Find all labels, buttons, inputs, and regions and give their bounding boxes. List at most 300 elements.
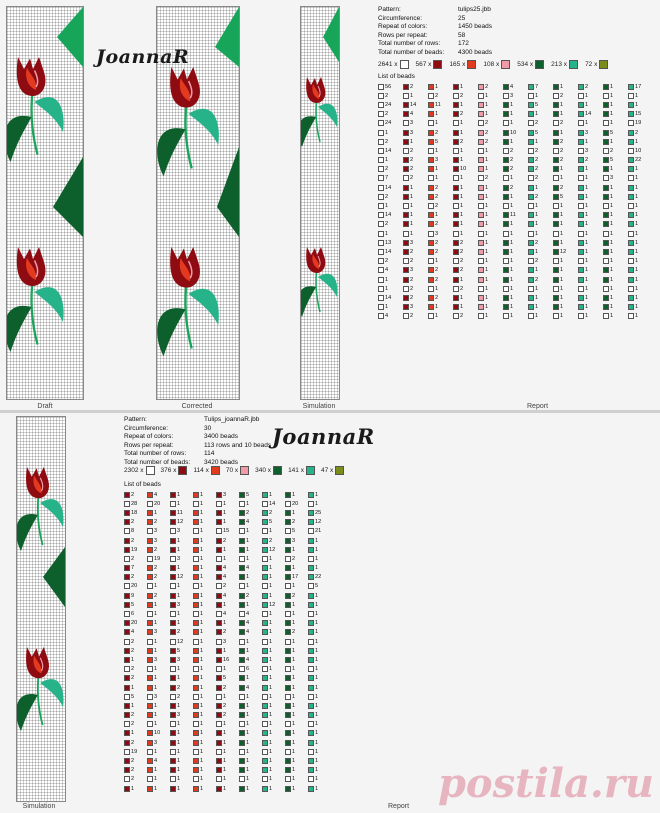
bead-count: 1: [610, 101, 614, 108]
bead-count: 2: [435, 276, 439, 283]
bead-count: 1: [315, 748, 319, 755]
tulip-leaf: [301, 116, 316, 147]
report-cell: [285, 711, 308, 720]
bead-count: 2: [485, 138, 489, 145]
report-cell: [453, 82, 478, 91]
report-cell: [216, 591, 239, 600]
bead-count: 1: [610, 239, 614, 246]
report-cell: [628, 82, 653, 91]
bead-count: 56: [385, 83, 392, 90]
report-column: [478, 82, 503, 321]
total-rows-label: Total number of rows:: [378, 40, 441, 48]
report-cell: [503, 220, 528, 229]
bead-count: 1: [131, 730, 135, 737]
bead-count: 1: [292, 611, 296, 618]
bead-count: 2: [246, 592, 250, 599]
report-cell: [428, 174, 453, 183]
bead-count: 1: [535, 203, 539, 210]
report-cell: [216, 674, 239, 683]
bead-count: 1: [315, 758, 319, 765]
bead-count: 1: [610, 120, 614, 127]
report-cell: [216, 655, 239, 664]
bead-count: 5: [610, 129, 614, 136]
bead-count: 1: [177, 583, 181, 590]
report-cell: [193, 747, 216, 756]
bead-count: 1: [315, 702, 319, 709]
bead-count: 1: [635, 258, 639, 265]
bead-count: 3: [410, 267, 414, 274]
report-cell: [216, 619, 239, 628]
report-cell: [403, 266, 428, 275]
bead-count: 1: [177, 537, 181, 544]
bead-count: 4: [246, 611, 250, 618]
report-cell: [528, 211, 553, 220]
pattern-label: Pattern:: [378, 6, 401, 13]
bead-count: 1: [200, 638, 204, 645]
report-cell: [216, 637, 239, 646]
tulip-stem: [185, 278, 191, 348]
bead-count: 1: [485, 285, 489, 292]
signature-joannar-bottom: JoannaR: [272, 424, 375, 449]
bead-count: 2: [435, 248, 439, 255]
bead-count: 2: [292, 629, 296, 636]
bead-count: 16: [223, 656, 230, 663]
legend-swatch-red: [467, 60, 476, 69]
report-cell: [453, 312, 478, 321]
legend-count: 2641 x: [378, 61, 398, 68]
bead-count: 2: [635, 129, 639, 136]
report-cell: [285, 609, 308, 618]
report-cell: [147, 554, 170, 563]
bead-count: 1: [131, 785, 135, 792]
bead-count: 2: [410, 313, 414, 320]
bead-count: 24: [385, 120, 392, 127]
report-cell: [453, 174, 478, 183]
bead-count: 1: [223, 739, 227, 746]
bead-count: 1: [610, 276, 614, 283]
report-cell: [603, 156, 628, 165]
report-cell: [216, 573, 239, 582]
report-cell: [553, 100, 578, 109]
bead-count: 14: [410, 101, 417, 108]
report-cell: [262, 527, 285, 536]
bead-count: 1: [177, 491, 181, 498]
report-cell: [603, 119, 628, 128]
bead-count: 1: [200, 748, 204, 755]
tulip-leaf: [318, 274, 337, 297]
report-cell: [170, 701, 193, 710]
bead-count: 1: [635, 193, 639, 200]
report-cell: [262, 674, 285, 683]
bead-count: 25: [315, 509, 322, 516]
legend-entry: [226, 466, 249, 475]
bead-count: 1: [292, 730, 296, 737]
bead-count: 1: [610, 285, 614, 292]
bead-count: 1: [223, 748, 227, 755]
legend-entry: [288, 466, 315, 475]
bead-count: 1: [292, 693, 296, 700]
bead-count: 1: [315, 500, 319, 507]
bead-count: 2: [410, 294, 414, 301]
bead-count: 1: [460, 129, 464, 136]
bead-count: 1: [510, 230, 514, 237]
bead-count: 1: [635, 221, 639, 228]
report-cell: [478, 201, 503, 210]
report-column: [216, 490, 239, 793]
tulip-leaf: [40, 679, 63, 707]
bead-count: 1: [610, 83, 614, 90]
report-cell: [528, 137, 553, 146]
bead-count: 1: [292, 785, 296, 792]
bead-count: 20: [292, 500, 299, 507]
bead-count: 1: [535, 285, 539, 292]
bead-count: 1: [485, 230, 489, 237]
report-cell: [147, 536, 170, 545]
report-cell: [216, 729, 239, 738]
report-cell: [428, 257, 453, 266]
bead-count: 19: [131, 748, 138, 755]
report-cell: [285, 573, 308, 582]
report-cell: [528, 220, 553, 229]
report-cell: [578, 257, 603, 266]
bead-count: 1: [385, 157, 389, 164]
report-cell: [478, 183, 503, 192]
report-cell: [285, 646, 308, 655]
bead-count: 12: [177, 574, 184, 581]
bead-count: 1: [435, 258, 439, 265]
report-cell: [503, 82, 528, 91]
report-cell: [239, 729, 262, 738]
bead-count: 1: [154, 647, 158, 654]
tulip-leaf: [318, 104, 337, 127]
bead-count: 1: [292, 509, 296, 516]
bead-count: 19: [635, 120, 642, 127]
report-column: [239, 490, 262, 793]
report-cell: [216, 646, 239, 655]
report-cell: [453, 211, 478, 220]
bead-count: 1: [560, 111, 564, 118]
report-cell: [428, 91, 453, 100]
report-cell: [503, 229, 528, 238]
bead-count: 2: [435, 129, 439, 136]
report-cell: [239, 655, 262, 664]
legend-count: 165 x: [449, 61, 466, 68]
tulip-stem: [185, 98, 191, 168]
report-cell: [503, 119, 528, 128]
bead-count: 1: [585, 101, 589, 108]
bead-count: 2: [435, 239, 439, 246]
bead-count: 1: [154, 583, 158, 590]
bead-count: 1: [560, 294, 564, 301]
bead-count: 1: [585, 276, 589, 283]
legend-entry: [449, 60, 476, 69]
report-cell: [403, 100, 428, 109]
bead-count: 1: [635, 276, 639, 283]
bead-count: 2: [560, 157, 564, 164]
bead-count: 3: [292, 537, 296, 544]
bead-count: 5: [560, 193, 564, 200]
report-cell: [193, 628, 216, 637]
bead-count: 1: [292, 666, 296, 673]
report-cell: [428, 312, 453, 321]
report-cell: [378, 174, 403, 183]
report-cell: [124, 692, 147, 701]
report-cell: [378, 247, 403, 256]
report-cell: [170, 527, 193, 536]
report-cell: [285, 564, 308, 573]
report-label-bottom: Report: [388, 803, 410, 810]
report-cell: [239, 674, 262, 683]
report-cell: [478, 146, 503, 155]
report-cell: [285, 738, 308, 747]
report-cell: [478, 156, 503, 165]
report-cell: [193, 600, 216, 609]
bead-count: 2: [560, 184, 564, 191]
report-cell: [124, 701, 147, 710]
report-cell: [170, 747, 193, 756]
bead-count: 1: [585, 138, 589, 145]
report-cell: [428, 100, 453, 109]
bead-count: 1: [200, 519, 204, 526]
report-cell: [503, 257, 528, 266]
bead-count: 2: [510, 147, 514, 154]
tulip-stem: [32, 87, 38, 155]
tulip-leaf: [323, 7, 339, 62]
legend-swatch-olive: [599, 60, 608, 69]
bead-count: 1: [177, 702, 181, 709]
bead-count: 2: [131, 712, 135, 719]
report-column: [628, 82, 653, 321]
report-cell: [553, 119, 578, 128]
bead-count: 2: [510, 166, 514, 173]
report-cell: [378, 220, 403, 229]
bead-count: 2: [177, 684, 181, 691]
report-cell: [216, 766, 239, 775]
report-cell: [578, 266, 603, 275]
report-cell: [239, 508, 262, 517]
report-cell: [553, 284, 578, 293]
bead-count: 1: [610, 304, 614, 311]
bead-count: 1: [269, 702, 273, 709]
bead-count: 1: [560, 212, 564, 219]
bead-count: 2: [131, 666, 135, 673]
report-cell: [478, 110, 503, 119]
bead-count: 5: [269, 519, 273, 526]
report-cell: [578, 275, 603, 284]
bead-count: 1: [410, 184, 414, 191]
bead-count: 1: [460, 184, 464, 191]
report-cell: [503, 128, 528, 137]
bead-count: 1: [246, 712, 250, 719]
report-cell: [285, 766, 308, 775]
report-column: [603, 82, 628, 321]
bead-count: 1: [485, 111, 489, 118]
legend-swatch-dark_red: [178, 466, 187, 475]
bead-count: 1: [460, 101, 464, 108]
bead-count: 1: [292, 702, 296, 709]
report-cell: [528, 257, 553, 266]
bead-count: 1: [200, 500, 204, 507]
report-cell: [239, 683, 262, 692]
report-column: [403, 82, 428, 321]
bead-count: 12: [269, 546, 276, 553]
report-cell: [503, 266, 528, 275]
legend-swatch-teal: [306, 466, 315, 475]
report-cell: [147, 674, 170, 683]
report-cell: [428, 156, 453, 165]
bead-count: 1: [560, 221, 564, 228]
bead-count: 1: [485, 313, 489, 320]
tulip-leaf: [215, 7, 239, 67]
report-cell: [124, 499, 147, 508]
report-cell: [553, 238, 578, 247]
report-cell: [628, 275, 653, 284]
bead-count: 3: [435, 157, 439, 164]
bead-count: 2: [560, 138, 564, 145]
report-column: [553, 82, 578, 321]
bead-count: 1: [269, 565, 273, 572]
report-cell: [193, 518, 216, 527]
report-cell: [308, 545, 331, 554]
bead-count: 2: [485, 129, 489, 136]
report-cell: [428, 229, 453, 238]
bottom-simulation-strip: [16, 416, 66, 802]
report-cell: [428, 266, 453, 275]
bead-count: 4: [385, 313, 389, 320]
report-cell: [378, 100, 403, 109]
bead-count: 14: [585, 111, 592, 118]
bead-count: 2: [154, 546, 158, 553]
report-cell: [147, 564, 170, 573]
bead-count: 1: [485, 248, 489, 255]
bead-count: 1: [154, 675, 158, 682]
bead-count: 5: [177, 647, 181, 654]
report-cell: [478, 211, 503, 220]
bead-count: 1: [315, 675, 319, 682]
report-cell: [378, 82, 403, 91]
report-cell: [239, 738, 262, 747]
bead-count: 1: [269, 785, 273, 792]
report-cell: [285, 619, 308, 628]
report-cell: [216, 756, 239, 765]
bead-count: 1: [585, 184, 589, 191]
bead-count: 1: [200, 758, 204, 765]
report-cell: [193, 729, 216, 738]
report-cell: [193, 775, 216, 784]
bead-count: 1: [460, 221, 464, 228]
bead-count: 4: [246, 684, 250, 691]
bead-count: 1: [246, 601, 250, 608]
report-cell: [553, 247, 578, 256]
postila-watermark: postila.ru: [437, 760, 654, 807]
report-cell: [403, 91, 428, 100]
report-cell: [285, 518, 308, 527]
report-cell: [239, 646, 262, 655]
report-cell: [262, 720, 285, 729]
report-cell: [170, 665, 193, 674]
report-cell: [478, 91, 503, 100]
bead-count: 1: [460, 175, 464, 182]
tulip-leaf: [7, 306, 32, 352]
bead-count: 1: [610, 221, 614, 228]
report-cell: [553, 137, 578, 146]
tulip-leaf: [35, 287, 64, 322]
bead-count: 2: [131, 555, 135, 562]
bead-count: 1: [200, 620, 204, 627]
rows-per-repeat-value: 58: [458, 31, 466, 39]
report-cell: [216, 554, 239, 563]
bead-count: 10: [154, 730, 161, 737]
report-cell: [578, 247, 603, 256]
report-cell: [578, 137, 603, 146]
bead-count: 1: [292, 656, 296, 663]
report-cell: [285, 775, 308, 784]
bead-count: 1: [223, 666, 227, 673]
bead-count: 1: [315, 693, 319, 700]
report-cell: [262, 582, 285, 591]
bead-count: 2: [560, 147, 564, 154]
bead-count: 13: [385, 239, 392, 246]
report-cell: [628, 284, 653, 293]
report-cell: [124, 720, 147, 729]
bead-count: 1: [435, 304, 439, 311]
report-cell: [453, 275, 478, 284]
report-cell: [528, 247, 553, 256]
report-cell: [262, 609, 285, 618]
report-cell: [147, 665, 170, 674]
report-cell: [262, 692, 285, 701]
report-cell: [147, 490, 170, 499]
pattern-info-top: [378, 6, 492, 58]
bead-count: 1: [535, 221, 539, 228]
report-cell: [628, 257, 653, 266]
bead-count: 1: [200, 592, 204, 599]
bead-count: 1: [200, 601, 204, 608]
bead-count: 1: [460, 203, 464, 210]
bead-count: 19: [131, 546, 138, 553]
bead-count: 2: [460, 313, 464, 320]
bead-count: 1: [154, 785, 158, 792]
bead-count: 1: [200, 546, 204, 553]
report-cell: [378, 110, 403, 119]
bead-report-grid-top: [378, 82, 653, 321]
bead-count: 1: [292, 675, 296, 682]
report-cell: [603, 303, 628, 312]
report-cell: [170, 720, 193, 729]
bead-count: 1: [460, 230, 464, 237]
bead-count: 14: [385, 294, 392, 301]
report-cell: [147, 619, 170, 628]
report-cell: [170, 674, 193, 683]
report-cell: [403, 192, 428, 201]
report-cell: [124, 665, 147, 674]
bead-count: 2: [131, 647, 135, 654]
bead-count: 1: [560, 230, 564, 237]
bead-count: 1: [485, 203, 489, 210]
report-cell: [193, 674, 216, 683]
bead-count: 1: [177, 721, 181, 728]
bead-count: 1: [510, 138, 514, 145]
report-cell: [285, 701, 308, 710]
report-cell: [216, 665, 239, 674]
bead-count: 1: [246, 758, 250, 765]
bead-count: 2: [385, 166, 389, 173]
bead-count: 15: [223, 528, 230, 535]
rows-per-repeat-label: Rows per repeat:: [378, 31, 428, 39]
report-cell: [453, 183, 478, 192]
report-cell: [403, 156, 428, 165]
bead-count: 2: [535, 120, 539, 127]
